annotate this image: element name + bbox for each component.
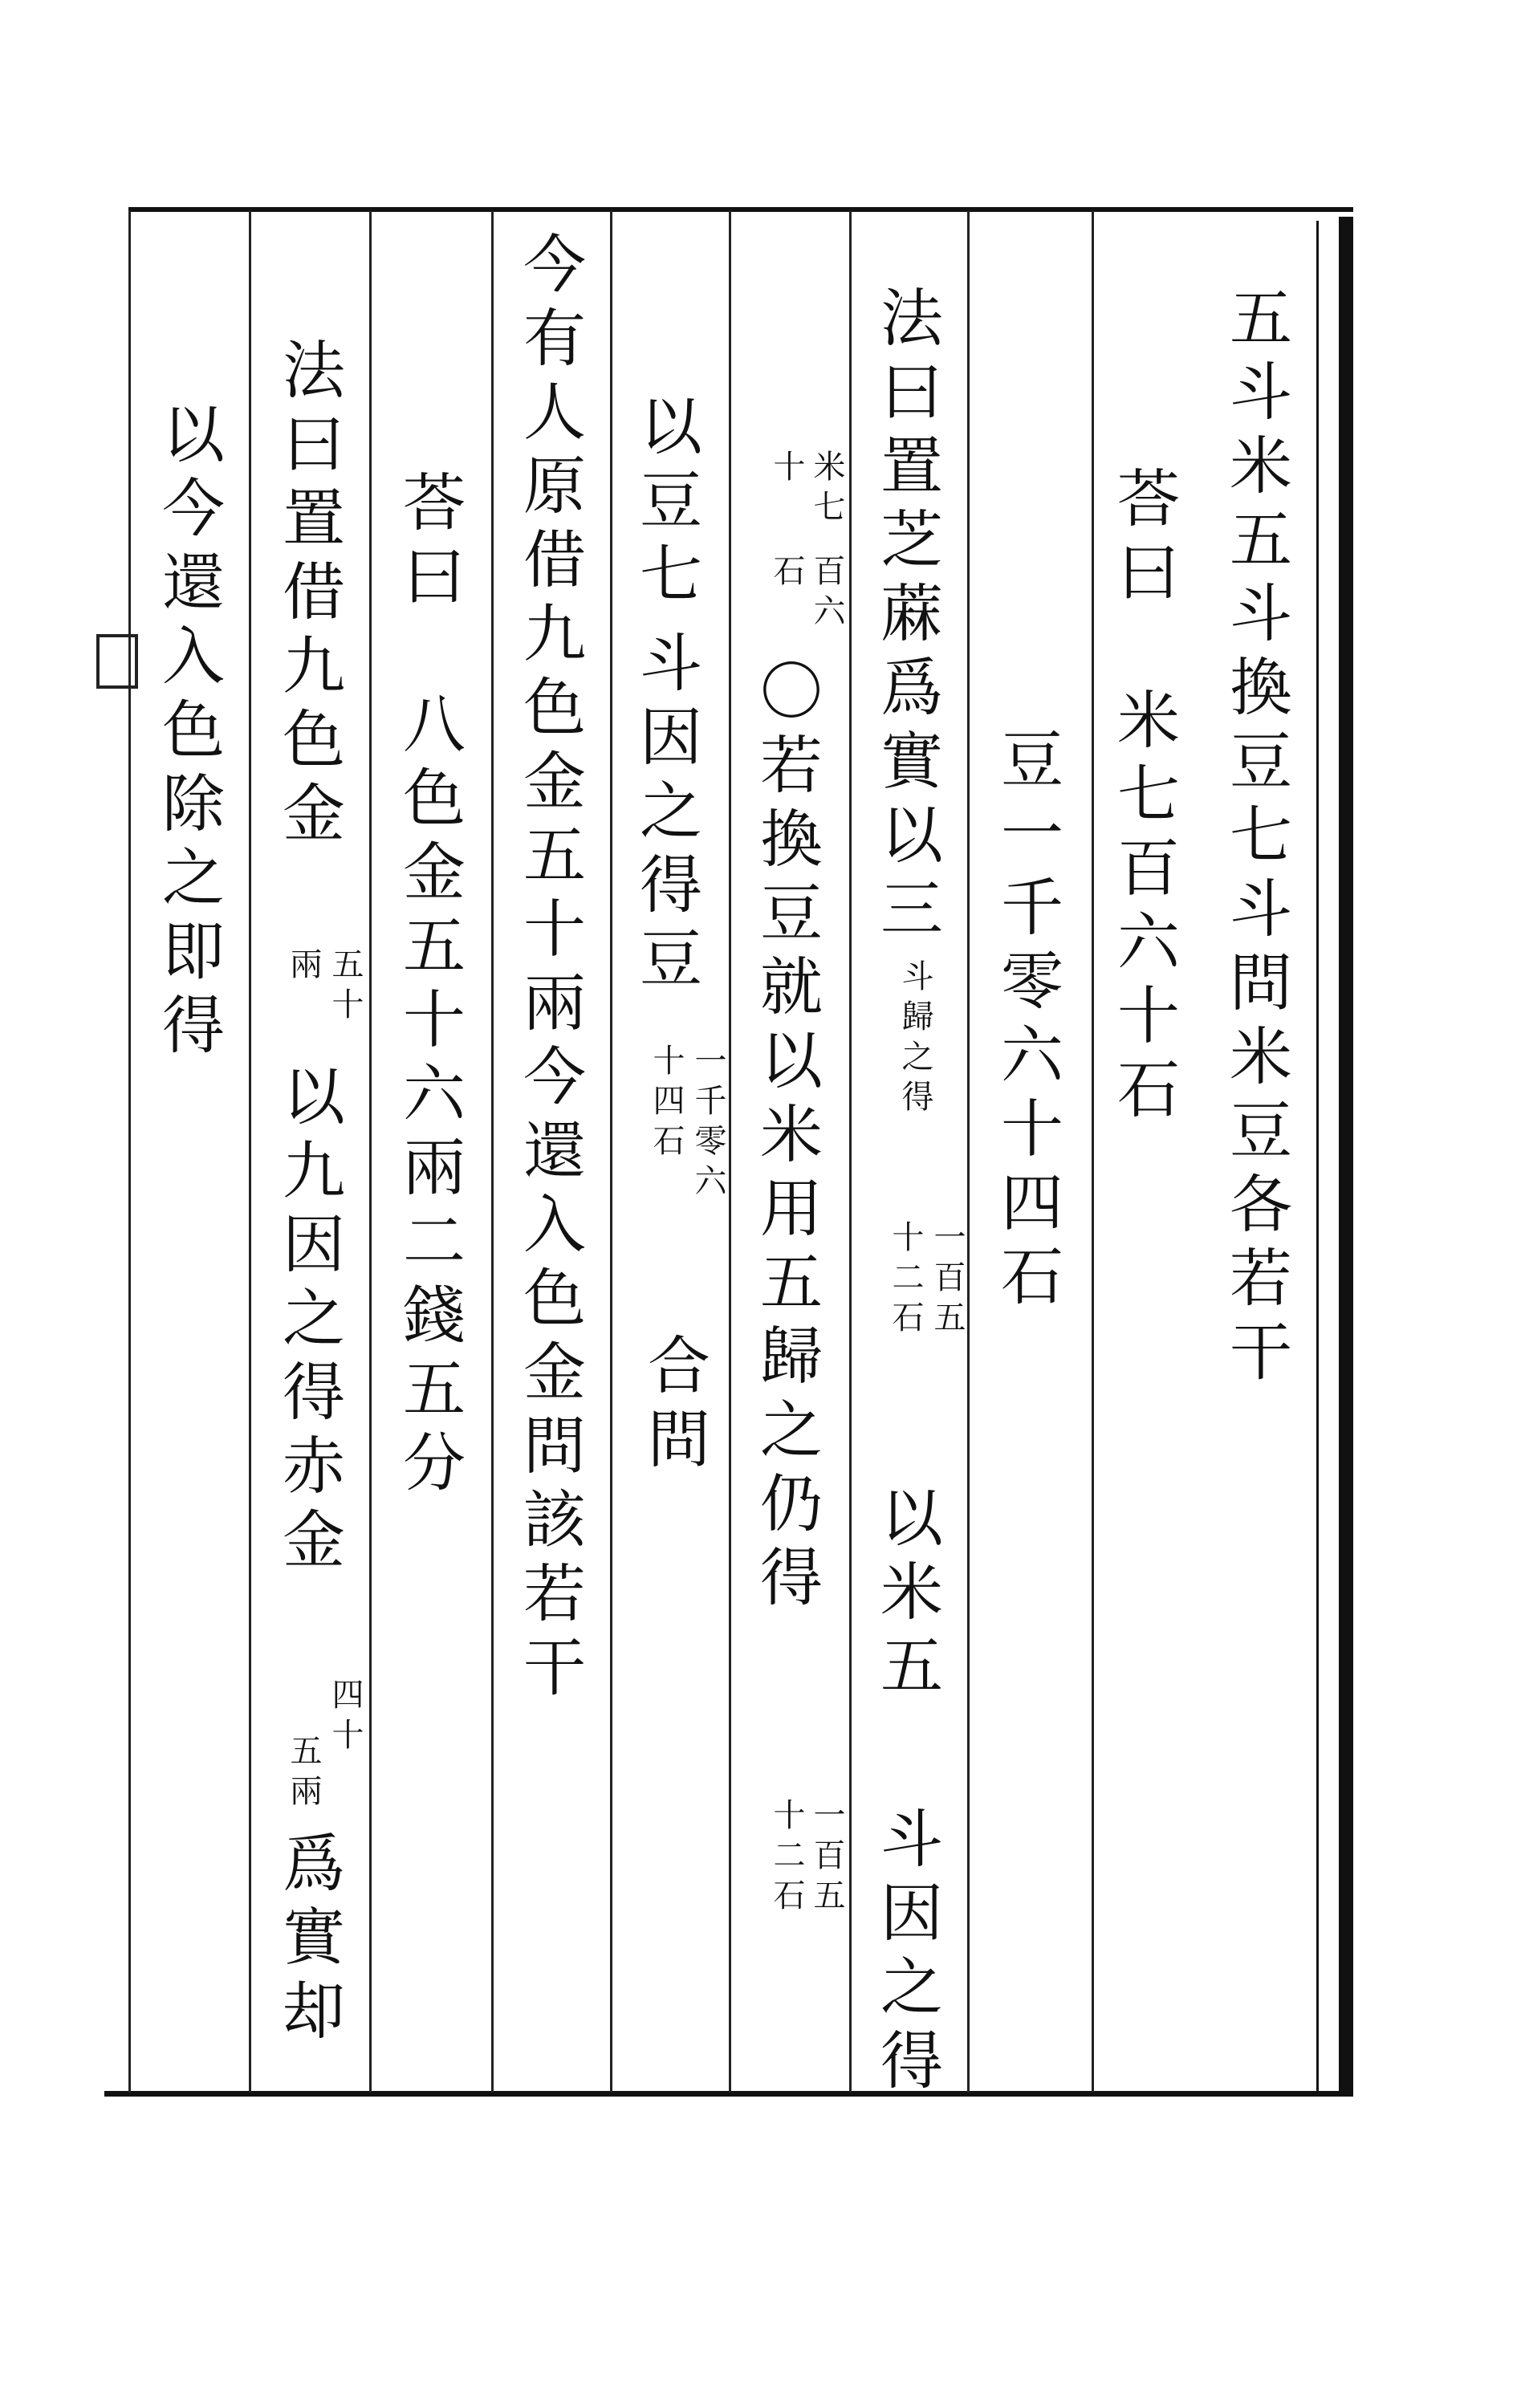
- column-divider: [491, 210, 494, 2093]
- column-divider: [128, 210, 131, 2093]
- column-divider: [610, 210, 612, 2093]
- text-column-4-note: 一百五: [929, 1220, 966, 1340]
- text-column-6-main: 斗因之得豆: [629, 630, 702, 999]
- text-column-5-note: 石: [768, 554, 805, 594]
- text-column-5-note: 十二石: [768, 1798, 805, 1918]
- text-column-4-main: 法曰置芝蔴爲實以三: [870, 285, 942, 950]
- column-divider: [1092, 210, 1094, 2093]
- text-column-9-main: 爲實却: [272, 1830, 344, 2052]
- text-column-7: 今有人原借九色金五十兩今還入色金問該若干: [513, 231, 585, 1708]
- margin-mark: [96, 634, 138, 689]
- text-column-5-main: 〇若換豆就以米用五歸之仍得: [750, 658, 822, 1618]
- column-divider: [967, 210, 970, 2093]
- frame-right-border: [1339, 217, 1353, 2097]
- text-column-4-note: 十二石: [887, 1220, 924, 1340]
- column-divider: [849, 210, 852, 2093]
- text-column-9-note: 兩: [285, 947, 322, 987]
- text-column-10: 以今還入色除之即得: [152, 401, 224, 1066]
- text-column-5-note: 百六: [808, 554, 845, 634]
- text-column-4-main: 斗因之得: [870, 1806, 942, 2101]
- text-column-9-main: 法曰置借九色金: [272, 337, 344, 854]
- text-column-5-note: 米七: [808, 449, 845, 530]
- text-column-9-note: 四十: [327, 1678, 364, 1758]
- text-column-2: 荅曰 米七百六十石: [1107, 466, 1179, 1130]
- text-column-9-main: 以九因之得赤金: [272, 1064, 344, 1580]
- text-column-5-note: 一百五: [808, 1798, 845, 1918]
- column-divider: [369, 210, 372, 2093]
- column-divider: [729, 210, 731, 2093]
- column-divider: [249, 210, 251, 2093]
- text-column-6-note: 十四石: [648, 1043, 685, 1164]
- text-column-4-note: 斗歸之得: [897, 959, 933, 1120]
- text-column-6-note: 一千零六: [689, 1043, 726, 1204]
- text-column-5-note: 十: [768, 449, 805, 490]
- text-column-1: 五斗米五斗換豆七斗問米豆各若干: [1219, 285, 1291, 1393]
- text-column-6-main: 合問: [637, 1332, 710, 1480]
- text-column-9-note: 五兩: [285, 1734, 322, 1814]
- text-column-6-main: 以豆七: [629, 393, 702, 615]
- frame-right-inner-rule: [1316, 221, 1319, 2091]
- text-column-3: 豆一千零六十四石: [990, 726, 1063, 1317]
- text-column-8: 荅曰 八色金五十六兩二錢五分: [392, 470, 465, 1503]
- frame-top-rule: [128, 207, 1353, 212]
- text-column-9-note: 五十: [327, 947, 364, 1027]
- text-column-4-main: 以米五: [870, 1485, 942, 1706]
